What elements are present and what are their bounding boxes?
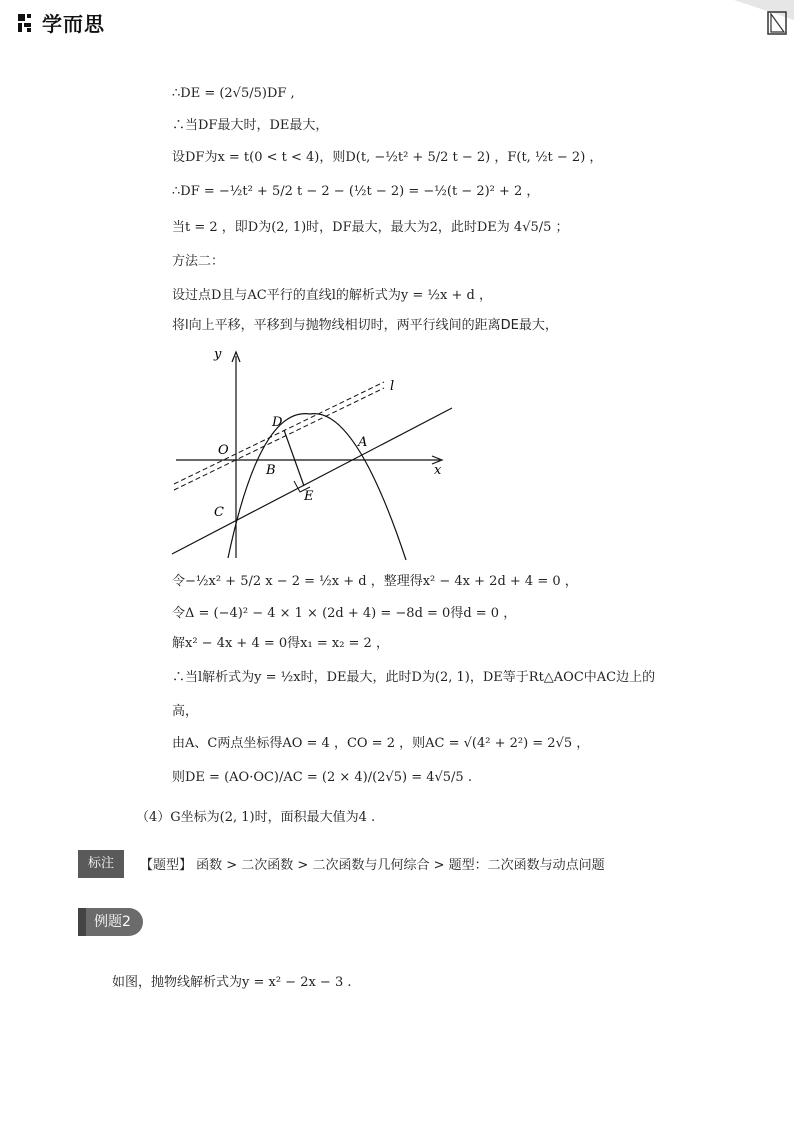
example-badge: 例题2 [78, 908, 143, 936]
annotation-row [78, 850, 794, 878]
solution-line: 令−½x² + 5/2 x − 2 = ½x + d ，整理得x² − 4x + 2d + 4 = 0 ， [172, 574, 578, 589]
parabola [228, 414, 406, 560]
example-header [78, 908, 143, 936]
label-o: O [218, 443, 229, 458]
solution-line: ∴当l解析式为y = ½x时，DE最大，此时D为(2, 1)，DE等于Rt△AOC中AC边上的 [172, 670, 656, 685]
label-y: y [214, 347, 222, 362]
line-ac [172, 408, 452, 554]
line-l-dashed-2 [174, 388, 384, 490]
line-l-dashed-1 [174, 382, 384, 484]
solution-line: 解x² − 4x + 4 = 0得x₁ = x₂ = 2 ， [172, 636, 389, 651]
label-e: E [304, 489, 314, 504]
example-text: 如图，抛物线解析式为y = x² − 2x − 3 . [112, 975, 352, 990]
page-header [0, 0, 794, 44]
label-x: x [434, 463, 442, 478]
segment-de [284, 430, 304, 486]
label-a: A [358, 435, 368, 450]
brand-logo-icon [16, 12, 38, 34]
example-notch [78, 908, 86, 936]
solution-line: 将l向上平移，平移到与抛物线相切时，两平行线间的距离DE最大， [172, 318, 558, 333]
solution-line: 则DE = (AO·OC)/AC = (2 × 4)/(2√5) = 4√5/5 . [172, 770, 472, 785]
label-c: C [214, 505, 224, 520]
solution-line: 设过点D且与AC平行的直线l的解析式为y = ½x + d ， [172, 288, 492, 303]
label-l: l [390, 379, 395, 394]
solution-line: 由A、C两点坐标得AO = 4 ，CO = 2 ，则AC = √(4² + 2²) = 2√5 ， [172, 736, 590, 751]
answer-item-4: （4）G坐标为(2, 1)时，面积最大值为4 . [136, 810, 376, 825]
solution-line: 高， [172, 704, 199, 719]
geometry-figure [170, 346, 460, 562]
corner-decoration [724, 0, 794, 44]
solution-line: ∴DE = (2√5/5)DF , [172, 86, 295, 101]
brand-name: 学而思 [42, 12, 105, 36]
solution-line: 当t = 2 ，即D为(2, 1)时，DF最大，最大为2，此时DE为 4√5/5 ； [172, 220, 569, 235]
annotation-badge: 标注 [78, 850, 124, 878]
solution-line: 令Δ = (−4)² − 4 × 1 × (2d + 4) = −8d = 0得d = 0 ， [172, 606, 517, 621]
brand-logo [16, 8, 105, 37]
solution-line: 设DF为x = t(0 < t < 4)，则D(t, −½t² + 5/2 t − 2) ，F(t, ½t − 2) ， [172, 150, 603, 165]
solution-line: ∴DF = −½t² + 5/2 t − 2 − (½t − 2) = −½(t − 2)² + 2 ， [172, 184, 540, 199]
annotation-text: 【题型】 函数 > 二次函数 > 二次函数与几何综合 > 题型：二次函数与动点问题 [140, 858, 605, 873]
figure-svg [170, 346, 460, 562]
label-b: B [266, 463, 276, 478]
label-d: D [272, 415, 283, 430]
method-heading: 方法二： [172, 254, 225, 269]
solution-line: ∴当DF最大时，DE最大， [172, 118, 329, 133]
